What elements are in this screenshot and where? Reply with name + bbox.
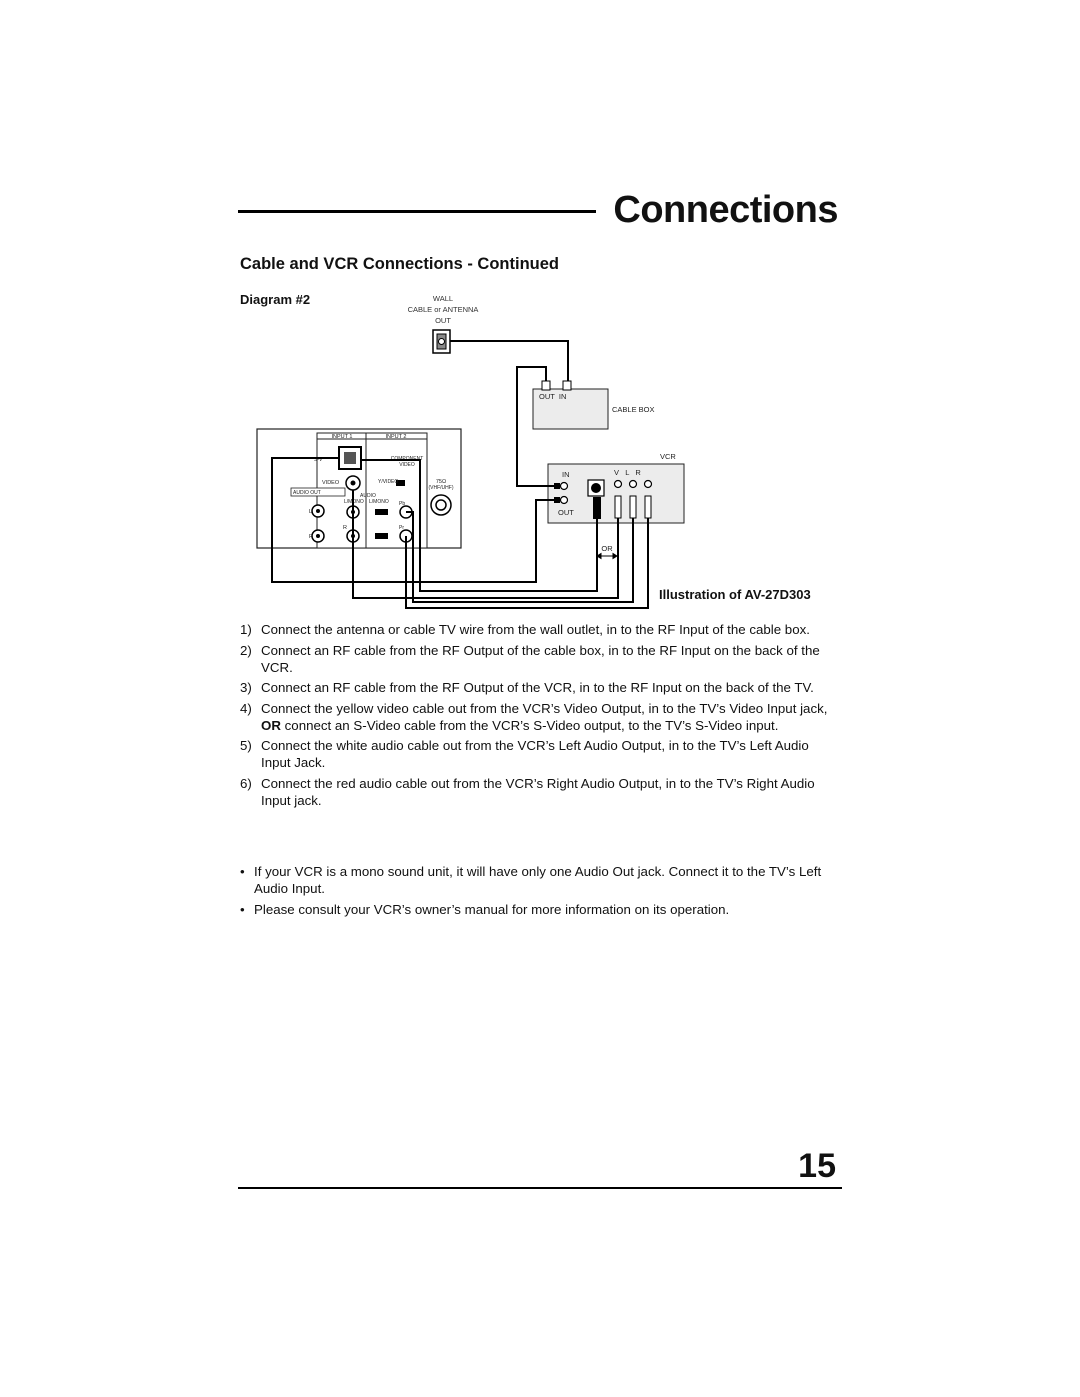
note-item: • If your VCR is a mono sound unit, it will have only one Audio Out jack. Connect it to the TV’s Left Audio Input. (240, 864, 822, 896)
vcr-in-label: IN (562, 470, 570, 479)
wall-out-label: OUT (435, 316, 451, 325)
illustration-caption: Illustration of AV-27D303 (659, 587, 811, 602)
tv-component-video-label: VIDEO (399, 462, 415, 468)
instruction-steps (240, 621, 840, 812)
diagram-label: Diagram #2 (240, 292, 311, 307)
page-number: 15 (798, 1147, 836, 1185)
tv-pr-label: Pr (399, 525, 404, 531)
tv-component-label: COMPONENT (390, 456, 424, 462)
tv-audio-out-r-label: R (309, 534, 313, 540)
or-label: OR (601, 544, 613, 553)
vcr-label: VCR (660, 452, 676, 461)
step-item: 6) Connect the red audio cable out from the VCR’s Right Audio Output, in to the TV’s Right Audio Input jack. (240, 775, 815, 808)
footer-rule (238, 1187, 842, 1189)
tv-input1-label: INPUT 1 (331, 434, 353, 440)
or-arrow (597, 554, 617, 559)
tv-video-label: VIDEO (322, 480, 340, 486)
wall-sub-label: CABLE or ANTENNA (407, 305, 479, 314)
tv-yvideo-label: Y/VIDEO (378, 479, 399, 485)
step-item: 5) Connect the white audio cable out from the VCR’s Left Audio Output, in to the TV’s Left Audio Input Jack. (240, 738, 809, 770)
step-item: 1) Connect the antenna or cable TV wire from the wall outlet, in to the RF Input of the cable box. (240, 622, 810, 637)
section-title: Cable and VCR Connections - Continued (240, 255, 560, 273)
wall-label: WALL (432, 294, 454, 303)
tv-audio-label: AUDIO (360, 493, 376, 499)
note-item: • Please consult your VCR’s owner’s manual for more information on its operation. (240, 902, 730, 917)
tv-75ohm-label: 75Ω (435, 479, 447, 485)
tv-input-r-label: R (343, 525, 347, 531)
tv-svideo-label: S-V (314, 457, 323, 463)
cable-box (533, 381, 608, 429)
vcr-out-label: OUT (558, 508, 574, 517)
tv-audio-out-l-label: L (309, 509, 313, 515)
cable-box-label: CABLE BOX (612, 405, 655, 414)
step-item: 3) Connect an RF cable from the RF Output of the VCR, in to the RF Input on the back of the TV. (240, 680, 814, 695)
connection-diagram (0, 0, 1080, 640)
step-item: 4) Connect the yellow video cable out from the VCR’s Video Output, in to the TV’s Video Input jack, OR connect an S-Video cable from the VCR’s S-Video output, to the TV’s S-Video input. (240, 700, 828, 733)
tv-input2-label: INPUT 2 (385, 434, 407, 440)
tv-audio-out-label: AUDIO OUT (293, 490, 321, 496)
vcr-column-labels: V L R (614, 468, 641, 477)
wall-outlet (433, 330, 450, 353)
tv-vhf-label: (VHF/UHF) (428, 485, 454, 491)
notes-list (240, 863, 840, 922)
page-title: Connections (613, 189, 838, 231)
wire-wall-to-cable-box (450, 341, 568, 381)
tv-pb-label: Pb (399, 501, 406, 507)
tv-lmono-label-2: L/MONO (369, 499, 389, 505)
cable-box-ports: OUT IN (539, 392, 567, 401)
step-item: 2) Connect an RF cable from the RF Output of the cable box, in to the RF Input on the back of the VCR. (240, 642, 820, 675)
tv-lmono-label-1: L/MONO (344, 499, 364, 505)
